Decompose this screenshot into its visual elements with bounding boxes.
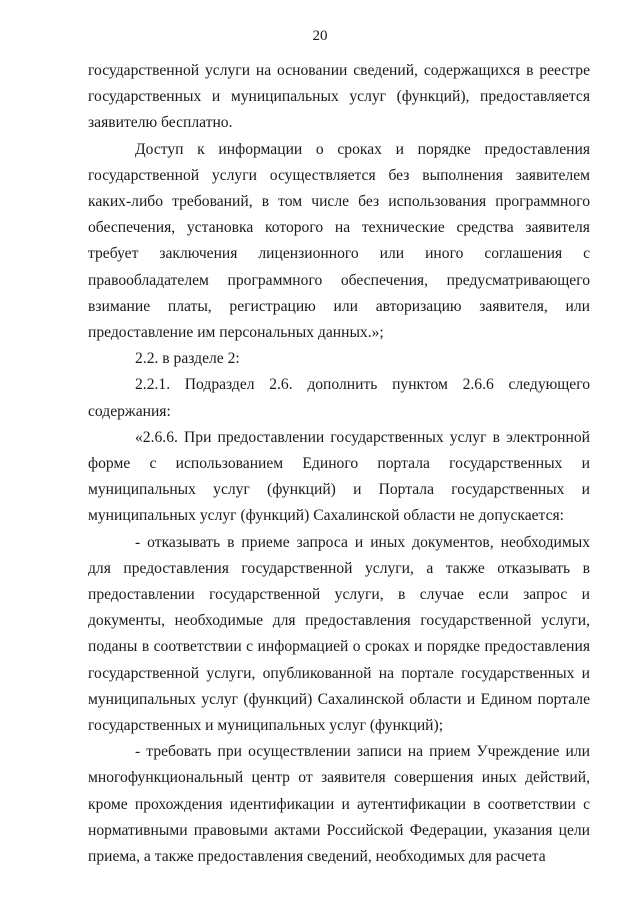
- list-item-refuse: - отказывать в приеме запроса и иных документов, необходимых для предоставления государственной услуги, а также отказывать в предоставлении государственной услуги, в случае если запрос и документы, необходимые для предоставления государственной услуги, поданы в соответствии с информацией о сроках и порядке предоставления государственной услуги, опубликованной на портале государственных и муниципальных услуг (функций) Сахалинской области и Едином портале государственных и муниципальных услуг (функций);: [88, 533, 590, 735]
- document-body: [88, 58, 590, 870]
- paragraph-access-info: Доступ к информации о сроках и порядке предоставления государственной услуги осуществляется без выполнения заявителем каких-либо требований, в том числе без использования программного обеспечения, установка которого на технические средства заявителя требует заключения лицензионного или иного соглашения с правообладателем программного обеспечения, предусматривающего взимание платы, регистрацию или авторизацию заявителя, или предоставление им персональных данных.»;: [88, 140, 590, 342]
- paragraph-section-2-2-1: 2.2.1. Подраздел 2.6. дополнить пунктом 2.6.6 следующего содержания:: [88, 376, 590, 420]
- paragraph-continuation: государственной услуги на основании сведений, содержащихся в реестре государственных и муниципальных услуг (функций), предоставляется заявителю бесплатно.: [88, 62, 590, 132]
- paragraph-item-2-6-6: «2.6.6. При предоставлении государственных услуг в электронной форме с использованием Единого портала государственных и муниципальных услуг (функций) и Портала государственных и муниципальных услуг (функций) Сахалинской области не допускается:: [88, 428, 590, 525]
- list-item-require: - требовать при осуществлении записи на прием Учреждение или многофункциональный центр от заявителя совершения иных действий, кроме прохождения идентификации и аутентификации в соответствии с нормативными правовыми актами Российской Федерации, указания цели приема, а также предоставления сведений, необходимых для расчета: [88, 743, 590, 866]
- page-number: 20: [312, 28, 328, 44]
- paragraph-section-2-2: 2.2. в разделе 2:: [135, 350, 240, 368]
